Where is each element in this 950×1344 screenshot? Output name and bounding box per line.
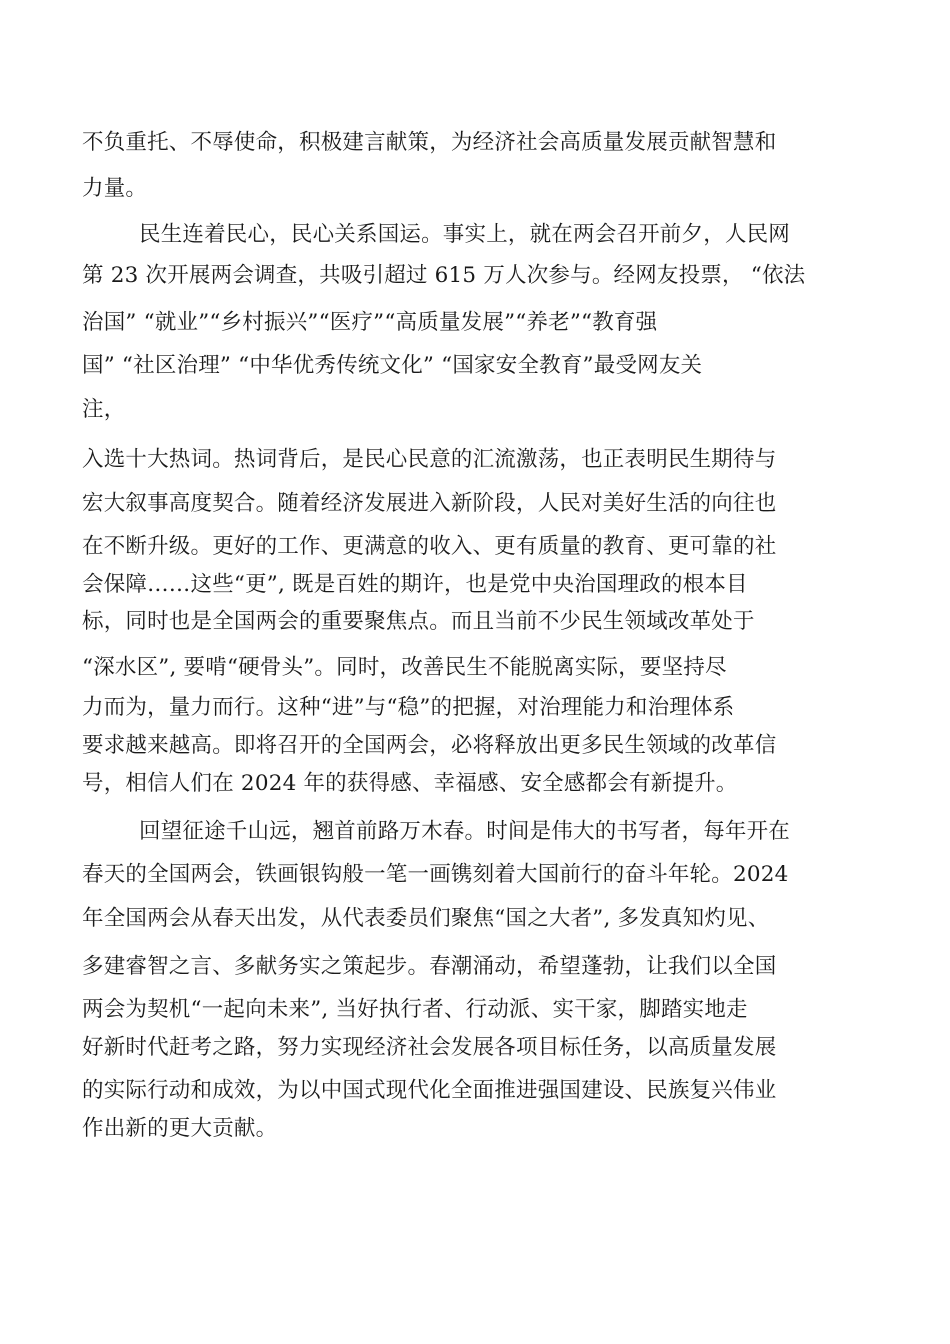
text-line: 第 23 次开展两会调查，共吸引超过 615 万人次参与。经网友投票， “依法 (82, 263, 806, 288)
text-line: “深水区”, 要啃“硬骨头”。同时，改善民生不能脱离实际，要坚持尽 (82, 655, 727, 680)
paragraph-first-line: 民生连着民心，民心关系国运。事实上，就在两会召开前夕，人民网 (139, 222, 791, 247)
text-line: 号，相信人们在 2024 年的获得感、幸福感、安全感都会有新提升。 (82, 771, 738, 796)
text-line: 会保障……这些“更”, 既是百姓的期许，也是党中央治国理政的根本目 (82, 572, 748, 597)
text-line: 力量。 (82, 176, 148, 201)
text-line: 力而为，量力而行。这种“进”与“稳”的把握，对治理能力和治理体系 (82, 695, 735, 720)
text-line: 入选十大热词。热词背后，是民心民意的汇流激荡，也正表明民生期待与 (82, 447, 777, 472)
text-line: 要求越来越高。即将召开的全国两会，必将释放出更多民生领域的改革信 (82, 733, 777, 758)
text-line: 宏大叙事高度契合。随着经济发展进入新阶段，人民对美好生活的向往也 (82, 491, 777, 516)
text-line: 在不断升级。更好的工作、更满意的收入、更有质量的教育、更可靠的社 (82, 534, 777, 559)
text-line: 好新时代赶考之路，努力实现经济社会发展各项目标任务，以高质量发展 (82, 1035, 777, 1060)
text-line: 注， (82, 397, 126, 422)
text-line: 国” “社区治理” “中华优秀传统文化” “国家安全教育”最受网友关 (82, 353, 703, 378)
text-line: 两会为契机“一起向未来”, 当好执行者、行动派、实干家，脚踏实地走 (82, 997, 748, 1022)
text-line: 多建睿智之言、多献务实之策起步。春潮涌动，希望蓬勃，让我们以全国 (82, 954, 777, 979)
text-line: 的实际行动和成效，为以中国式现代化全面推进强国建设、民族复兴伟业 (82, 1078, 777, 1103)
text-line: 标，同时也是全国两会的重要聚焦点。而且当前不少民生领域改革处于 (82, 609, 755, 634)
text-line: 年全国两会从春天出发，从代表委员们聚焦“国之大者”, 多发真知灼见、 (82, 906, 770, 931)
text-line: 治国” “就业”“乡村振兴”“医疗”“高质量发展”“养老”“教育强 (82, 310, 658, 335)
text-line: 作出新的更大贡献。 (82, 1116, 278, 1141)
paragraph-first-line: 回望征途千山远，翘首前路万木春。时间是伟大的书写者，每年开在 (139, 819, 791, 844)
text-line: 不负重托、不辱使命，积极建言献策，为经济社会高质量发展贡献智慧和 (82, 130, 777, 155)
text-line: 春天的全国两会，铁画银钩般一笔一画镌刻着大国前行的奋斗年轮。2024 (82, 862, 789, 887)
